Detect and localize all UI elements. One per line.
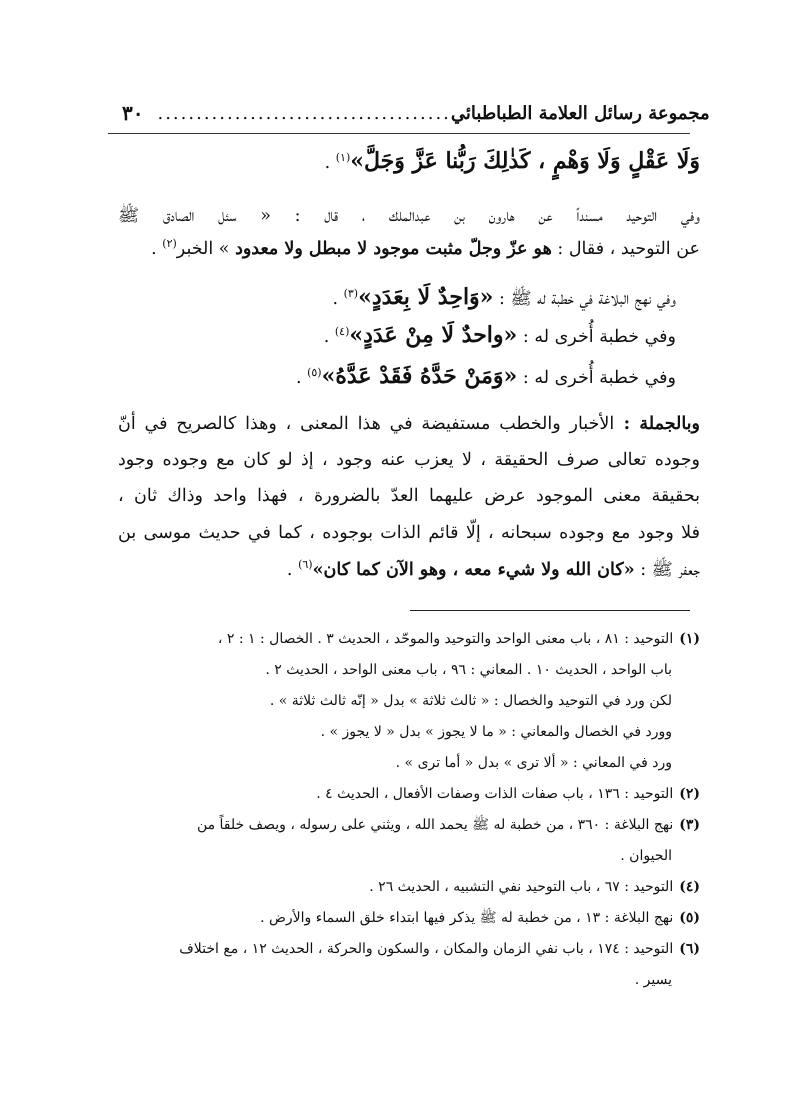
footnote-1-line-4: وورد في الخصال والمعاني : « ما لا يجوز » بدل « لا يجوز » . bbox=[320, 724, 672, 740]
footnote-1-line-3: لكن ورد في التوحيد والخصال : « ثالث ثلاثة » بدل « إنّه ثالث ثلاثة » . bbox=[269, 693, 672, 709]
text-line-1: وَلَا عَقْلٍ وَلَا وَهْمٍ ، كَذٰلِكَ رَبُّنا عَزَّ وَجَلَّ»$^{(١)}$ . bbox=[324, 148, 700, 174]
text-line-6: وفي خطبة أُخرى له : «وَمَنْ حَدَّهُ فَقَدْ عَدَّهُ»$^{(٥)}$ . bbox=[295, 363, 676, 389]
text-line-5: وفي خطبة أُخرى له : «واحدٌ لَا مِنْ عَدَدٍ»$^{(٤)}$ . bbox=[323, 322, 676, 348]
footnote-3: (٣)نهج البلاغة : ٣٦٠ ، من خطبة له ﷺ يحمد الله ، ويثني على رسوله ، ويصف خلقاً من bbox=[196, 817, 700, 833]
footnote-separator bbox=[410, 610, 690, 611]
text-line-11: جعفر ﷺ : «كان الله ولا شيء معه ، وهو الآن كما كان»$^{(٦)}$ . bbox=[286, 558, 700, 580]
text-line-3: عن التوحيد ، فقال : هو عزّ وجلّ مثبت موجود لا مبطل ولا معدود » الخبر$^{(٢)}$ . bbox=[151, 237, 700, 259]
footnote-2: (٢)التوحيد : ١٣٦ ، باب صفات الذات وصفات الأفعال ، الحديث ٤ . bbox=[316, 786, 700, 802]
text-line-8: وجوده تعالى صرف الحقيقة ، لا يعزب عنه وجود ، إذ لو كان مع وجوده وجود bbox=[118, 450, 700, 470]
footnote-1: (١)التوحيد : ٨١ ، باب معنى الواحد والتوحيد والموحّد ، الحديث ٣ . الخصال : ١ : ٢ ، bbox=[217, 631, 700, 647]
footnote-5: (٥)نهج البلاغة : ١٣ ، من خطبة له ﷺ يذكر فيها ابتداء خلق السماء والأرض . bbox=[260, 910, 700, 926]
book-title: مجموعة رسائل العلامة الطباطبائي bbox=[450, 102, 710, 124]
footnote-3-line-2: الحيوان . bbox=[620, 848, 672, 864]
running-header bbox=[108, 96, 710, 130]
page-number: ٣٠ bbox=[122, 101, 144, 125]
text-line-4: وفي نهج البلاغة في خطبة له ﷺ : «وَاحِدٌ لَا بِعَدَدٍ»$^{(٣)}$ . bbox=[332, 284, 676, 310]
footnote-1-line-2: باب الواحد ، الحديث ١٠ . المعاني : ٩٦ ، باب معنى الواحد ، الحديث ٢ . bbox=[265, 662, 672, 678]
footnote-4: (٤)التوحيد : ٦٧ ، باب التوحيد نفي التشبيه ، الحديث ٢٦ . bbox=[369, 879, 700, 895]
text-line-2: وفي التوحيد مسنداً عن هارون بن عبدالملك ، قال : « سئل الصادق ﷺ bbox=[118, 206, 700, 226]
footnote-6: (٦)التوحيد : ١٧٤ ، باب نفي الزمان والمكان ، والسكون والحركة ، الحديث ١٢ ، مع اختلاف bbox=[179, 941, 700, 957]
text-line-7: وبالجملة : الأخبار والخطب مستفيضة في هذا المعنى ، وهذا كالصريح في أنّ bbox=[118, 414, 700, 434]
footnote-6-line-2: يسير . bbox=[634, 972, 672, 988]
header-rule bbox=[108, 133, 690, 134]
header-dots: ...................................... bbox=[157, 102, 451, 124]
text-line-9: بحقيقة معنى الموجود عرض عليهما العدّ بالضرورة ، فهذا واحد وذاك ثان ، bbox=[118, 486, 700, 506]
text-line-10: فلا وجود مع وجوده سبحانه ، إلّا قائم الذات بوجوده ، كما في حديث موسى بن bbox=[118, 523, 700, 543]
footnote-1-line-5: ورد في المعاني : « ألا ترى » بدل « أما ترى » . bbox=[395, 755, 672, 771]
